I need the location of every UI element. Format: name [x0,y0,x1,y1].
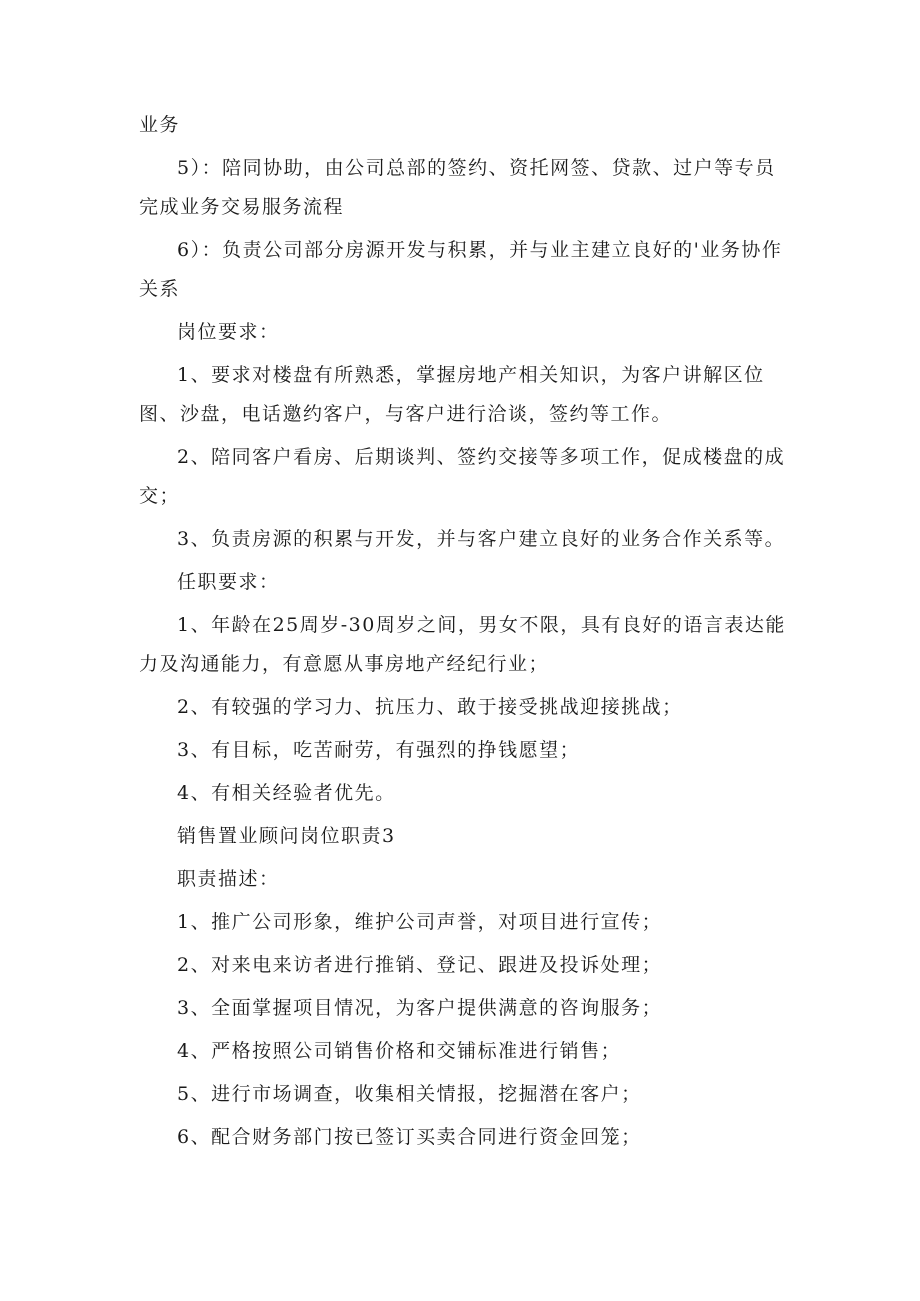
paragraph-desc-2: 2、对来电来访者进行推销、登记、跟进及投诉处理； [177,954,663,976]
heading-position-requirements: 岗位要求： [177,321,280,343]
paragraph-position-req-2: 2、陪同客户看房、后期谈判、签约交接等多项工作，促成楼盘的成交； [139,446,786,507]
heading-job-requirements: 任职要求： [177,571,280,593]
paragraph-job-req-3: 3、有目标，吃苦耐劳，有强烈的挣钱愿望； [177,739,581,761]
heading-duty-description: 职责描述： [177,868,280,890]
paragraph-position-req-3: 3、负责房源的积累与开发，并与客户建立良好的业务合作关系等。 [177,528,786,550]
paragraph-continuation: 业务 [139,114,181,136]
paragraph-desc-6: 6、配合财务部门按已签订买卖合同进行资金回笼； [177,1126,642,1148]
paragraph-position-req-1: 1、要求对楼盘有所熟悉，掌握房地产相关知识，为客户讲解区位图、沙盘，电话邀约客户，与客户进行洽谈，签约等工作。 [139,364,765,425]
paragraph-desc-3: 3、全面掌握项目情况，为客户提供满意的咨询服务； [177,997,663,1019]
paragraph-desc-1: 1、推广公司形象，维护公司声誉，对项目进行宣传； [177,911,663,933]
paragraph-desc-4: 4、严格按照公司销售价格和交铺标准进行销售； [177,1040,622,1062]
paragraph-duty-5: 5）：陪同协助，由公司总部的签约、资托网签、贷款、过户等专员完成业务交易服务流程 [139,157,776,218]
section-title: 销售置业顾问岗位职责3 [177,825,396,847]
paragraph-desc-5: 5、进行市场调查，收集相关情报，挖掘潜在客户； [177,1083,642,1105]
document-body [139,106,789,1157]
paragraph-duty-6: 6）：负责公司部分房源开发与积累，并与业主建立良好的'业务协作关系 [139,239,783,300]
paragraph-job-req-2: 2、有较强的学习力、抗压力、敢于接受挑战迎接挑战； [177,696,683,718]
paragraph-job-req-1: 1、年龄在25周岁-30周岁之间，男女不限，具有良好的语言表达能力及沟通能力，有意愿从事房地产经纪行业； [139,614,786,675]
paragraph-job-req-4: 4、有相关经验者优先。 [177,782,396,804]
